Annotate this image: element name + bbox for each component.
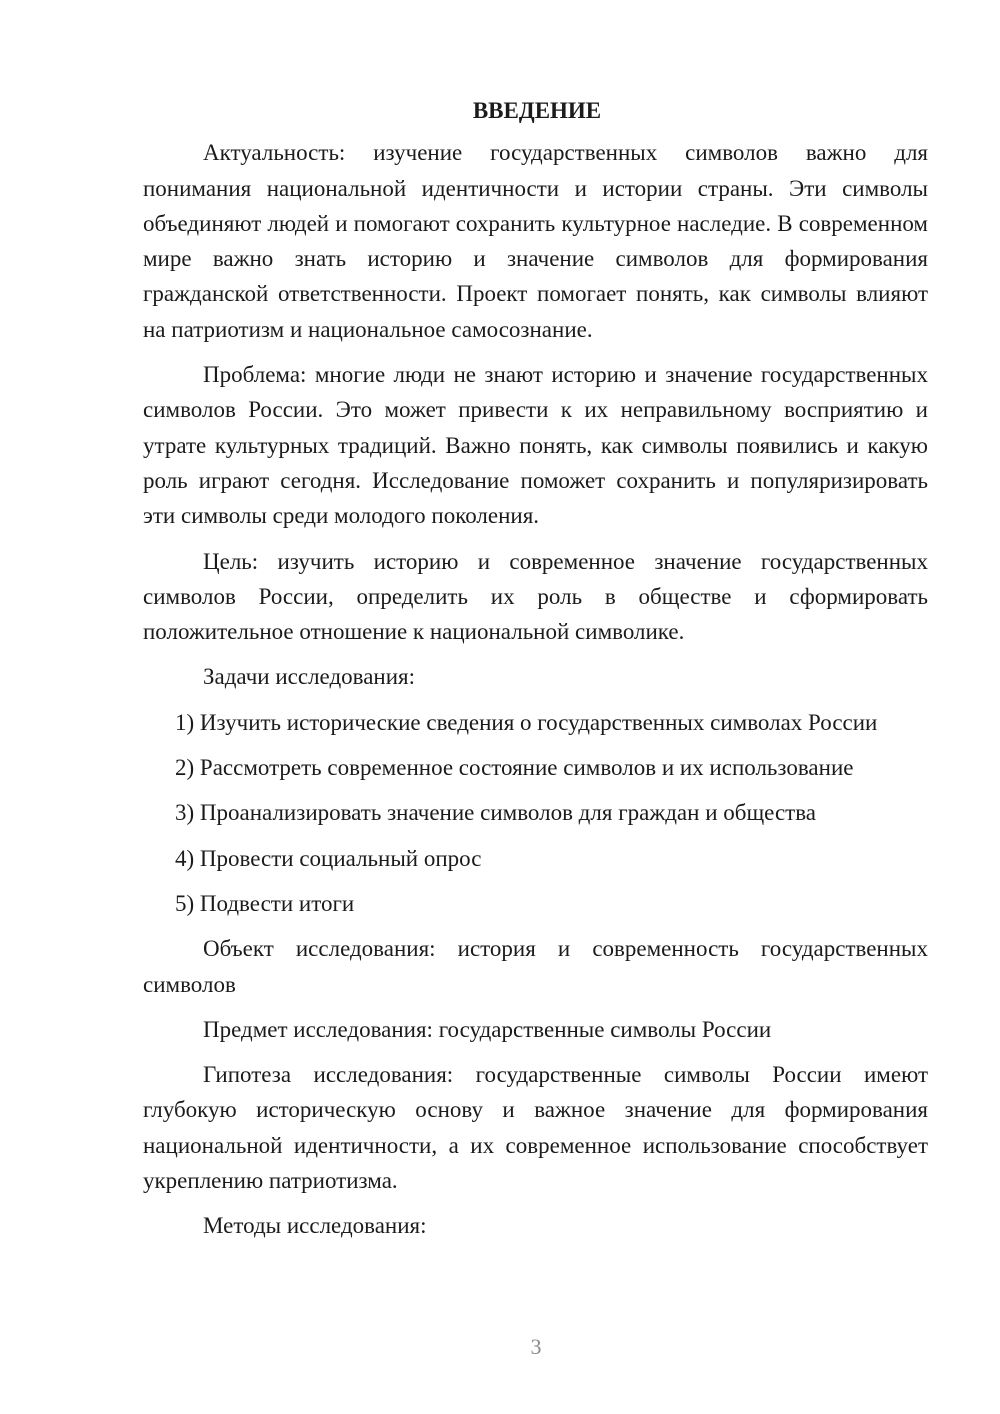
- relevance-paragraph: Актуальность: изучение государственных символов важно для понимания национальной идентичности и истории страны. Эти символы объединяют людей и помогают сохранить культурное наследие. В современном мире важно знать историю и значение символов для формирования гражданской ответственности. Проект помогает понять, как символы влияют на патриотизм и национальное самосознание.: [143, 140, 928, 342]
- tasks-label: Задачи исследования:: [203, 664, 416, 690]
- list-item: 3) Проанализировать значение символов для граждан и общества: [175, 800, 816, 826]
- hypothesis-paragraph: Гипотеза исследования: государственные символы России имеют глубокую историческую основу и важное значение для формирования национальной идентичности, а их современное использование способствует укреплению патриотизма.: [143, 1062, 928, 1194]
- page-number: 3: [530, 1334, 542, 1359]
- list-item: 5) Подвести итоги: [175, 890, 355, 916]
- tasks-list: [143, 705, 928, 921]
- document-page: [143, 93, 928, 1254]
- list-item: 4) Провести социальный опрос: [175, 845, 482, 871]
- list-item: 2) Рассмотреть современное состояние символов и их использование: [175, 755, 854, 781]
- list-item: 1) Изучить исторические сведения о государственных символах России: [175, 709, 878, 735]
- subject-paragraph: Предмет исследования: государственные символы России: [203, 1016, 772, 1042]
- page-title: ВВЕДЕНИЕ: [472, 98, 602, 123]
- methods-label: Методы исследования:: [203, 1213, 427, 1239]
- problem-paragraph: Проблема: многие люди не знают историю и значение государственных символов России. Это может привести к их неправильному восприятию и утрате культурных традиций. Важно понять, как символы появились и какую роль играют сегодня. Исследование поможет сохранить и популяризировать эти символы среди молодого поколения.: [143, 362, 928, 529]
- object-paragraph: Объект исследования: история и современность государственных символов: [143, 936, 928, 997]
- goal-paragraph: Цель: изучить историю и современное значение государственных символов России, определить их роль в обществе и сформировать положительное отношение к национальной символике.: [143, 548, 928, 645]
